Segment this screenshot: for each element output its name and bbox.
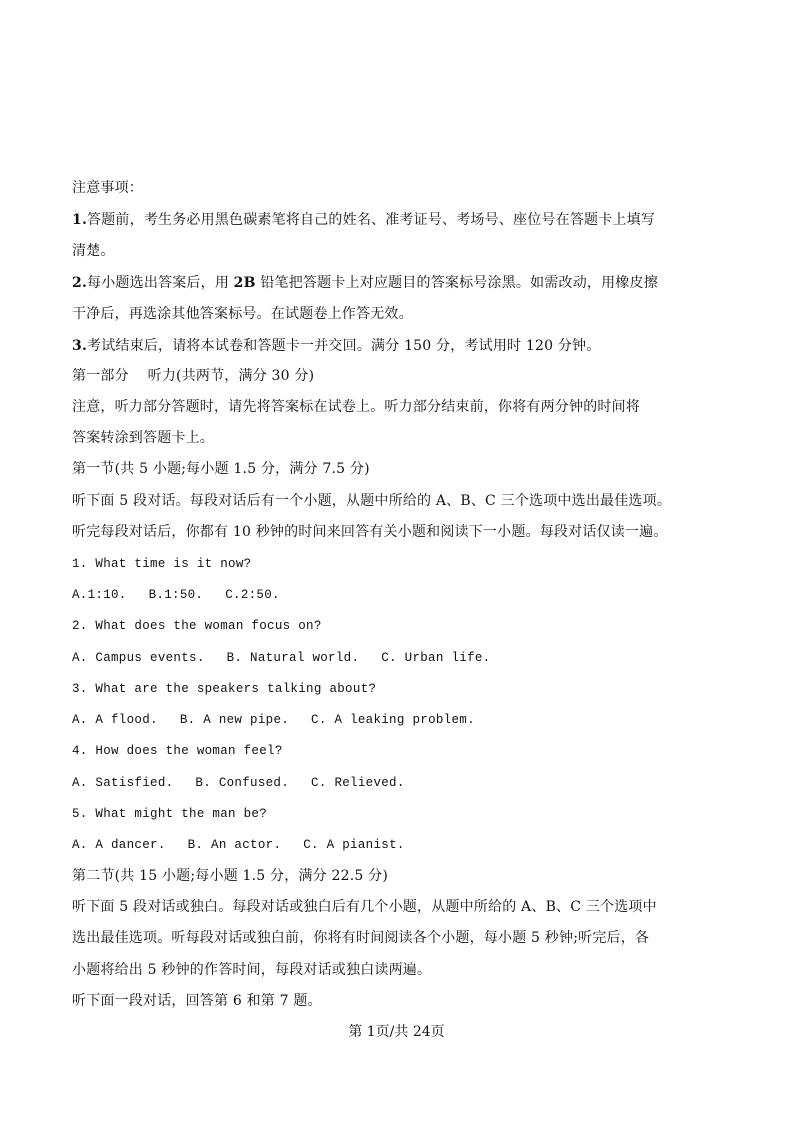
- option-c: C. Urban life.: [381, 651, 491, 665]
- option-a: A. Satisfied.: [72, 776, 174, 790]
- section1-title: 第一节(共 5 小题;每小题 1.5 分，满分 7.5 分): [72, 461, 370, 477]
- question-1: 1. What time is it now?: [72, 557, 252, 571]
- note-item-1-text: 答题前，考生务必用黑色碳素笔将自己的姓名、准考证号、考场号、座位号在答题卡上填写: [87, 212, 656, 228]
- section1-instructions-line2: 听完每段对话后，你都有 10 秒钟的时间来回答有关小题和阅读下一小题。每段对话仅读一遍。: [72, 524, 668, 540]
- note-item-1: [72, 211, 655, 229]
- part1-note-line2: 答案转涂到答题卡上。: [72, 430, 214, 446]
- option-b: B. Natural world.: [226, 651, 360, 665]
- option-a: A. A flood.: [72, 713, 158, 727]
- note-item-1-number: 1.: [72, 212, 88, 228]
- note-item-3: [72, 337, 600, 355]
- option-a: A. A dancer.: [72, 838, 166, 852]
- notes-heading: 注意事项：: [72, 180, 143, 196]
- option-b: B. Confused.: [195, 776, 290, 790]
- question-3: 3. What are the speakers talking about?: [72, 682, 377, 696]
- section2-title: 第二节(共 15 小题;每小题 1.5 分，满分 22.5 分): [72, 868, 388, 884]
- question-5-options: [72, 836, 405, 854]
- note-item-2: [72, 274, 658, 292]
- part1-note-line1: 注意，听力部分答题时，请先将答案标在试卷上。听力部分结束前，你将有两分钟的时间将: [72, 399, 640, 415]
- note-item-3-number: 3.: [72, 338, 88, 354]
- section2-instructions-line3: 小题将给出 5 秒钟的作答时间，每段对话或独白读两遍。: [72, 962, 432, 978]
- option-b: B.1:50.: [148, 588, 204, 602]
- option-a: A.1:10.: [72, 588, 127, 602]
- page-number: 第 1页/共 24页: [348, 1024, 445, 1040]
- note-item-1-continuation: 清楚。: [72, 243, 115, 259]
- option-b: B. A new pipe.: [179, 713, 290, 727]
- question-1-options: [72, 586, 280, 604]
- question-3-options: [72, 711, 475, 729]
- option-b: B. An actor.: [187, 838, 282, 852]
- section2-listen-line: 听下面一段对话，回答第 6 和第 7 题。: [72, 993, 322, 1009]
- section1-instructions-line1: 听下面 5 段对话。每段对话后有一个小题，从题中所给的 A、B、C 三个选项中选出最佳选项。: [72, 493, 672, 509]
- part1-title: 第一部分 听力(共两节，满分 30 分): [72, 368, 315, 384]
- question-4-options: [72, 774, 405, 792]
- section2-instructions-line1: 听下面 5 段对话或独白。每段对话或独白后有几个小题，从题中所给的 A、B、C 三个选项中: [72, 899, 657, 915]
- note-item-2-text-a: 每小题选出答案后，用: [87, 275, 234, 291]
- question-2-options: [72, 649, 490, 667]
- note-item-3-text: 考试结束后，请将本试卷和答题卡一并交回。满分 150 分，考试用时 120 分钟。: [87, 338, 601, 354]
- option-c: C. A leaking problem.: [311, 713, 475, 727]
- note-item-2-number: 2.: [72, 275, 88, 291]
- section2-instructions-line2: 选出最佳选项。听每段对话或独白前，你将有时间阅读各个小题，每小题 5 秒钟;听完后，各: [72, 930, 650, 946]
- note-item-2-text-b: 铅笔把答题卡上对应题目的答案标号涂黑。如需改动，用橡皮擦: [255, 275, 658, 291]
- question-5: 5. What might the man be?: [72, 807, 268, 821]
- option-a: A. Campus events.: [72, 651, 205, 665]
- option-c: C. A pianist.: [303, 838, 405, 852]
- note-item-2-continuation: 干净后，再选涂其他答案标号。在试题卷上作答无效。: [72, 306, 413, 322]
- question-4: 4. How does the woman feel?: [72, 744, 283, 758]
- note-item-2-pencil: 2B: [233, 275, 256, 291]
- option-c: C. Relieved.: [311, 776, 405, 790]
- option-c: C.2:50.: [225, 588, 280, 602]
- question-2: 2. What does the woman focus on?: [72, 619, 322, 633]
